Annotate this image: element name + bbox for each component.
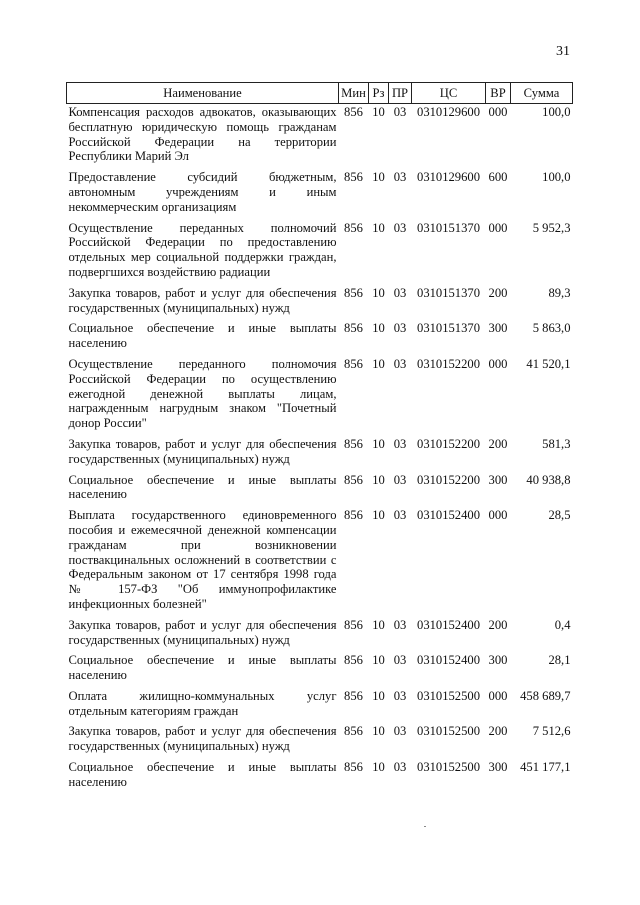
- cell-pr: 03: [393, 285, 407, 300]
- table-row: [67, 617, 573, 653]
- cell-rz: 10: [372, 170, 385, 185]
- header-cs: ЦС: [412, 83, 486, 104]
- cell-name: Социальное обеспечение и иные выплаты населению: [68, 321, 337, 351]
- budget-table: [66, 82, 573, 795]
- cell-cs: 0310152500: [417, 724, 480, 739]
- cell-min: 856: [344, 617, 363, 632]
- header-sum: Сумма: [511, 83, 573, 104]
- cell-vr: 300: [488, 472, 508, 487]
- cell-vr: 600: [488, 170, 508, 185]
- page-number: 31: [556, 44, 570, 59]
- cell-min: 856: [344, 724, 363, 739]
- cell-cs: 0310152500: [417, 688, 480, 703]
- cell-rz: 10: [372, 220, 385, 235]
- cell-cs: 0310152400: [417, 617, 480, 632]
- cell-pr: 03: [393, 356, 407, 371]
- cell-sum: 581,3: [542, 436, 571, 451]
- cell-rz: 10: [372, 321, 385, 336]
- table-row: [67, 723, 573, 759]
- cell-min: 856: [344, 436, 363, 451]
- table-row: [67, 436, 573, 472]
- cell-vr: 200: [488, 617, 508, 632]
- cell-pr: 03: [393, 653, 407, 668]
- cell-sum: 28,1: [548, 653, 571, 668]
- cell-vr: 300: [488, 760, 508, 775]
- cell-name: Выплата государственного единовременного пособия и ежемесячной денежной компенсации гражданам при возникновении поствакцинальных осложнений в соответствии с Федеральным законом от 17 сентября 1998 года № 157-ФЗ "Об иммунопрофилактике инфекционных болезней": [68, 508, 337, 611]
- cell-rz: 10: [372, 285, 385, 300]
- header-rz: Рз: [369, 83, 389, 104]
- cell-sum: 0,4: [554, 617, 571, 632]
- cell-cs: 0310151370: [417, 285, 480, 300]
- table-body: [67, 104, 573, 795]
- cell-sum: 5 952,3: [532, 220, 571, 235]
- cell-cs: 0310152400: [417, 508, 480, 523]
- cell-cs: 0310129600: [417, 170, 480, 185]
- cell-sum: 40 938,8: [526, 472, 571, 487]
- cell-pr: 03: [393, 724, 407, 739]
- cell-min: 856: [344, 220, 363, 235]
- cell-vr: 200: [488, 436, 508, 451]
- cell-rz: 10: [372, 356, 385, 371]
- cell-sum: 458 689,7: [520, 688, 571, 703]
- cell-rz: 10: [372, 436, 385, 451]
- table-row: [67, 285, 573, 321]
- cell-vr: 000: [488, 688, 508, 703]
- cell-cs: 0310129600: [417, 105, 480, 119]
- cell-pr: 03: [393, 220, 407, 235]
- cell-name: Социальное обеспечение и иные выплаты населению: [68, 653, 337, 683]
- cell-rz: 10: [372, 688, 385, 703]
- cell-cs: 0310152200: [417, 472, 480, 487]
- table-row: [67, 320, 573, 356]
- cell-cs: 0310152200: [417, 436, 480, 451]
- cell-rz: 10: [372, 653, 385, 668]
- cell-rz: 10: [372, 724, 385, 739]
- cell-pr: 03: [393, 688, 407, 703]
- cell-pr: 03: [393, 617, 407, 632]
- cell-rz: 10: [372, 472, 385, 487]
- header-pr: ПР: [389, 83, 412, 104]
- cell-min: 856: [344, 653, 363, 668]
- table-row: [67, 507, 573, 617]
- cell-sum: 41 520,1: [526, 356, 571, 371]
- table-row: [67, 220, 573, 285]
- cell-min: 856: [344, 472, 363, 487]
- cell-name: Закупка товаров, работ и услуг для обеспечения государственных (муниципальных) нужд: [68, 724, 337, 754]
- cell-sum: 89,3: [548, 285, 571, 300]
- cell-vr: 300: [488, 321, 508, 336]
- cell-sum: 28,5: [548, 508, 571, 523]
- cell-sum: 451 177,1: [520, 760, 571, 775]
- cell-name: Социальное обеспечение и иные выплаты населению: [68, 472, 337, 502]
- cell-vr: 300: [488, 653, 508, 668]
- cell-cs: 0310152400: [417, 653, 480, 668]
- header-row: [67, 83, 573, 104]
- cell-name: Осуществление переданного полномочия Российской Федерации по осуществлению ежегодной денежной выплаты лицам, награжденным нагрудным знаком "Почетный донор России": [68, 356, 337, 431]
- table-row: [67, 104, 573, 170]
- cell-min: 856: [344, 105, 363, 119]
- cell-rz: 10: [372, 760, 385, 775]
- cell-vr: 000: [488, 220, 508, 235]
- header-min: Мин: [339, 83, 369, 104]
- cell-cs: 0310151370: [417, 321, 480, 336]
- table-row: [67, 688, 573, 724]
- table-row: [67, 472, 573, 508]
- cell-name: Осуществление переданных полномочий Российской Федерации по предоставлению отдельных мер социальной поддержки граждан, подвергшихся воздействию радиации: [68, 220, 337, 279]
- cell-name: Закупка товаров, работ и услуг для обеспечения государственных (муниципальных) нужд: [68, 436, 337, 466]
- cell-min: 856: [344, 760, 363, 775]
- cell-sum: 7 512,6: [532, 724, 571, 739]
- cell-cs: 0310152500: [417, 760, 480, 775]
- cell-min: 856: [344, 356, 363, 371]
- cell-vr: 200: [488, 724, 508, 739]
- header-vr: ВР: [486, 83, 511, 104]
- cell-name: Закупка товаров, работ и услуг для обеспечения государственных (муниципальных) нужд: [68, 285, 337, 315]
- cell-name: Закупка товаров, работ и услуг для обеспечения государственных (муниципальных) нужд: [68, 617, 337, 647]
- cell-pr: 03: [393, 760, 407, 775]
- table-row: [67, 759, 573, 795]
- cell-rz: 10: [372, 508, 385, 523]
- cell-cs: 0310152200: [417, 356, 480, 371]
- table-row: [67, 169, 573, 219]
- cell-name: Оплата жилищно-коммунальных услуг отдельным категориям граждан: [68, 688, 337, 718]
- cell-min: 856: [344, 688, 363, 703]
- table-row: [67, 356, 573, 436]
- cell-min: 856: [344, 170, 363, 185]
- cell-sum: 100,0: [542, 170, 571, 185]
- cell-pr: 03: [393, 472, 407, 487]
- cell-name: Предоставление субсидий бюджетным, автономным учреждениям и иным некоммерческим организациям: [68, 170, 337, 214]
- cell-min: 856: [344, 508, 363, 523]
- cell-vr: 000: [488, 356, 508, 371]
- cell-name: Социальное обеспечение и иные выплаты населению: [68, 760, 337, 789]
- table-row: [67, 652, 573, 688]
- cell-pr: 03: [393, 436, 407, 451]
- cell-pr: 03: [393, 321, 407, 336]
- cell-sum: 5 863,0: [532, 321, 571, 336]
- cell-vr: 200: [488, 285, 508, 300]
- cell-pr: 03: [393, 105, 407, 119]
- table-header: [67, 83, 573, 104]
- cell-cs: 0310151370: [417, 220, 480, 235]
- cell-min: 856: [344, 285, 363, 300]
- cell-pr: 03: [393, 508, 407, 523]
- header-name: Наименование: [67, 83, 339, 104]
- cell-vr: 000: [488, 508, 508, 523]
- cell-rz: 10: [372, 105, 385, 119]
- scan-speck: [424, 826, 426, 827]
- cell-min: 856: [344, 321, 363, 336]
- cell-pr: 03: [393, 170, 407, 185]
- cell-vr: 000: [488, 105, 508, 119]
- cell-rz: 10: [372, 617, 385, 632]
- cell-name: Компенсация расходов адвокатов, оказывающих бесплатную юридическую помощь гражданам Российской Федерации на территории Республики Марий Эл: [68, 105, 337, 164]
- cell-sum: 100,0: [542, 105, 571, 119]
